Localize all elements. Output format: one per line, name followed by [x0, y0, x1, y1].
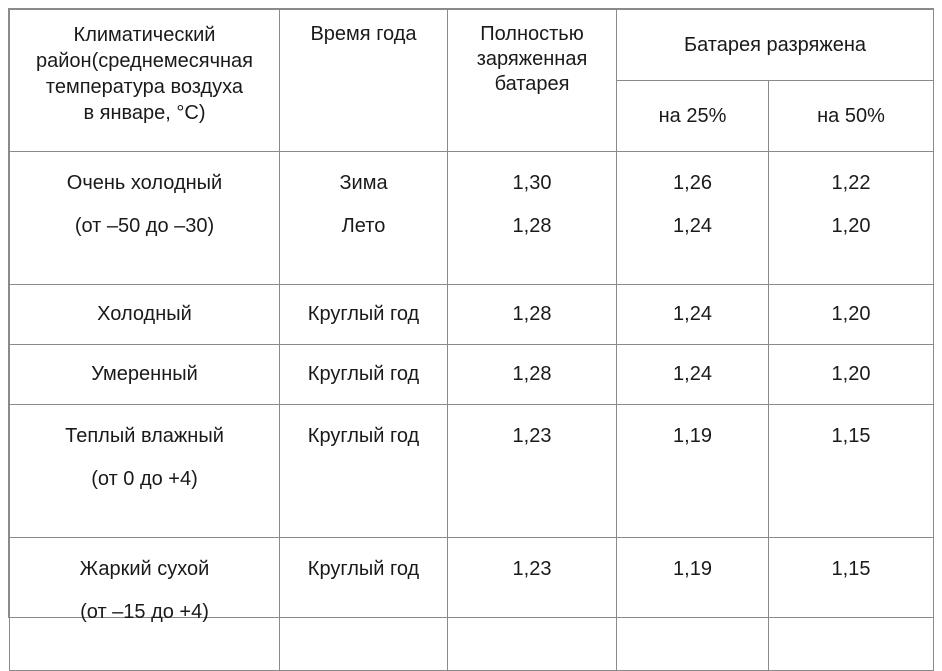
cell-full — [448, 405, 617, 538]
region-name: Жаркий сухой — [79, 558, 210, 580]
header-row — [10, 10, 934, 81]
table-row — [10, 345, 934, 405]
header-region — [10, 10, 280, 152]
cell-season: Круглый год — [280, 345, 448, 405]
region-name: Очень холодный — [66, 172, 223, 194]
region-range: (от –50 до –30) — [74, 215, 215, 237]
value-d25: 1,19 — [673, 558, 712, 580]
value-d25: 1,19 — [673, 425, 712, 447]
cell-full — [448, 152, 617, 285]
header-full-line-1: Полностью — [480, 23, 584, 45]
cell-d25 — [617, 538, 769, 671]
header-discharged-25: на 25% — [617, 81, 769, 152]
cell-region — [10, 538, 280, 671]
region-range: (от –15 до +4) — [80, 601, 209, 623]
table-row — [10, 538, 934, 671]
header-discharged-50: на 50% — [769, 81, 934, 152]
cell-full: 1,28 — [448, 285, 617, 345]
cell-d25 — [617, 152, 769, 285]
cell-full — [448, 538, 617, 671]
cell-d50 — [769, 152, 934, 285]
value-d25-winter: 1,26 — [673, 172, 712, 194]
header-full-line-2: заряженная — [476, 48, 588, 70]
header-region-line-2: район(среднемесячная — [35, 50, 253, 72]
region-name: Теплый влажный — [65, 425, 224, 447]
cell-season — [280, 152, 448, 285]
header-full-charge — [448, 10, 617, 152]
cell-d25 — [617, 405, 769, 538]
cell-d50: 1,20 — [769, 285, 934, 345]
value-full-winter: 1,30 — [512, 172, 552, 194]
value-d50: 1,15 — [831, 558, 871, 580]
value-full: 1,23 — [512, 425, 552, 447]
electrolyte-density-table — [9, 9, 934, 671]
value-d25-summer: 1,24 — [673, 215, 712, 237]
season-all-year: Круглый год — [307, 558, 420, 580]
cell-season — [280, 405, 448, 538]
cell-d25: 1,24 — [617, 285, 769, 345]
cell-region — [10, 405, 280, 538]
cell-d50 — [769, 538, 934, 671]
table-row — [10, 152, 934, 285]
header-season: Время года — [280, 10, 448, 152]
header-region-line-1: Климатический — [73, 24, 216, 46]
value-full-summer: 1,28 — [512, 215, 552, 237]
cell-region — [10, 152, 280, 285]
cell-region: Умеренный — [10, 345, 280, 405]
value-d50: 1,15 — [831, 425, 871, 447]
cell-d25: 1,24 — [617, 345, 769, 405]
cell-d50: 1,20 — [769, 345, 934, 405]
cell-season: Круглый год — [280, 285, 448, 345]
value-d50-summer: 1,20 — [831, 215, 871, 237]
header-region-line-4: в январе, °С) — [83, 102, 206, 124]
season-all-year: Круглый год — [307, 425, 420, 447]
table-row — [10, 405, 934, 538]
cell-season — [280, 538, 448, 671]
cell-full: 1,28 — [448, 345, 617, 405]
cell-d50 — [769, 405, 934, 538]
header-full-line-3: батарея — [494, 73, 570, 95]
season-summer: Лето — [341, 215, 386, 237]
season-winter: Зима — [339, 172, 388, 194]
cell-region: Холодный — [10, 285, 280, 345]
value-d50-winter: 1,22 — [831, 172, 871, 194]
table-row — [10, 285, 934, 345]
header-discharged: Батарея разряжена — [617, 10, 934, 81]
region-range: (от 0 до +4) — [91, 468, 198, 490]
value-full: 1,23 — [512, 558, 552, 580]
electrolyte-density-table-frame — [8, 8, 934, 623]
header-region-line-3: температура воздуха — [45, 76, 244, 98]
